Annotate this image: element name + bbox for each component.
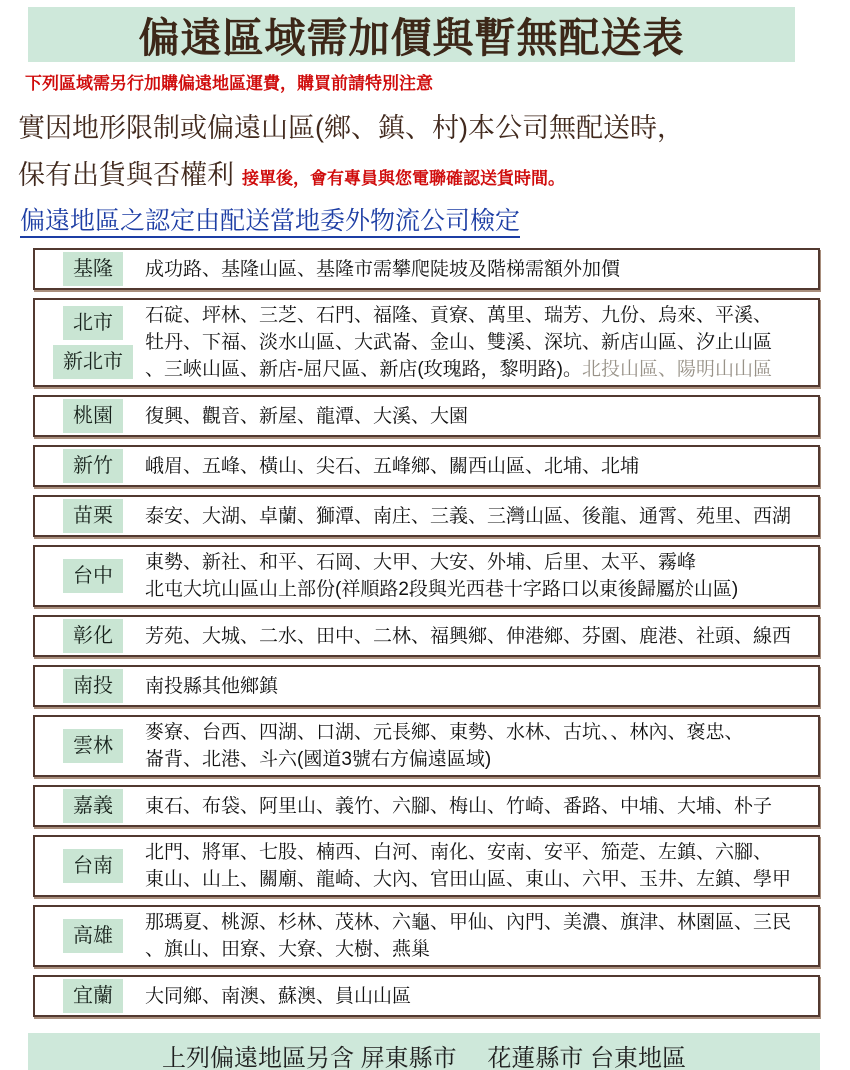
area-line [145, 549, 810, 576]
region-label-column [43, 979, 143, 1013]
table-row [33, 715, 820, 777]
region-areas [143, 623, 810, 650]
area-text: 北屯大坑山區山上部份(祥順路2段與光西巷十字路口以東後歸屬於山區) [145, 579, 739, 600]
region-areas [143, 839, 810, 893]
area-line [145, 576, 810, 603]
region-label: 彰化 [63, 619, 123, 653]
region-label: 高雄 [63, 919, 123, 953]
table-row [33, 835, 820, 897]
area-text: 、旗山、田寮、大寮、大樹、燕巢 [145, 939, 431, 960]
table-row [33, 545, 820, 607]
area-line [145, 673, 810, 700]
area-text-muted: 北投山區、陽明山山區 [581, 359, 772, 380]
region-areas [143, 503, 810, 530]
area-text: 泰安、大湖、卓蘭、獅潭、南庄、三義、三灣山區、後龍、通霄、苑里、西湖 [145, 505, 792, 527]
region-label-column [43, 669, 143, 703]
area-text: 崙背、北港、斗六(國道3號右方偏遠區域) [145, 749, 492, 770]
region-label: 北市 [63, 306, 123, 340]
table-row [33, 298, 820, 387]
table-row [33, 785, 820, 827]
region-areas [143, 302, 810, 383]
region-areas [143, 909, 810, 963]
region-label-column [43, 849, 143, 883]
region-label-column [43, 559, 143, 593]
area-line [145, 503, 810, 530]
area-text: 東山、山上、關廟、龍崎、大內、官田山區、東山、六甲、玉井、左鎮、學甲 [145, 869, 792, 890]
region-label-column [43, 619, 143, 653]
notice-line-2 [18, 153, 850, 192]
area-line [145, 623, 810, 650]
area-line [145, 356, 810, 383]
table-row [33, 975, 820, 1017]
table-row [33, 445, 820, 487]
notice-line-1: 實因地形限制或偏遠山區(鄉、鎮、村)本公司無配送時， [18, 113, 684, 143]
region-label-column [43, 499, 143, 533]
region-label: 新竹 [63, 449, 123, 483]
area-line [145, 403, 810, 430]
region-label: 桃園 [63, 399, 123, 433]
region-areas [143, 403, 810, 430]
table-row [33, 615, 820, 657]
region-areas [143, 673, 810, 700]
area-text: 復興、觀音、新屋、龍潭、大溪、大園 [145, 405, 469, 427]
area-line [145, 746, 810, 773]
area-text: 牡丹、下福、淡水山區、大武崙、金山、雙溪、深坑、新店山區、汐止山區 [145, 332, 773, 353]
area-text: 東石、布袋、阿里山、義竹、六腳、梅山、竹崎、番路、中埔、大埔、朴子 [145, 795, 773, 817]
area-line [145, 453, 810, 480]
notice-line-3 [20, 201, 850, 237]
area-line [145, 302, 810, 329]
area-line [145, 936, 810, 963]
page-title-band [28, 7, 795, 62]
area-line [145, 983, 810, 1010]
page-title: 偏遠區域需加價與暫無配送表 [138, 15, 685, 61]
area-line [145, 839, 810, 866]
region-label-column [43, 399, 143, 433]
region-label-column [43, 919, 143, 953]
area-text: 芳苑、大城、二水、田中、二林、福興鄉、伸港鄉、芬園、鹿港、社頭、線西 [145, 625, 792, 647]
region-label-column [43, 449, 143, 483]
area-text: 南投縣其他鄉鎮 [145, 675, 279, 697]
region-label: 宜蘭 [63, 979, 123, 1013]
area-text: 成功路、基隆山區、基隆市需攀爬陡坡及階梯需額外加價 [145, 258, 621, 280]
region-areas [143, 983, 810, 1010]
area-line [145, 793, 810, 820]
area-text: 峨眉、五峰、橫山、尖石、五峰鄉、關西山區、北埔、北埔 [145, 455, 640, 477]
region-label: 南投 [63, 669, 123, 703]
area-text: 大同鄉、南澳、蘇澳、員山山區 [145, 985, 412, 1007]
area-text: 石碇、坪林、三芝、石門、福隆、貢寮、萬里、瑞芳、九份、烏來、平溪、 [145, 305, 773, 326]
remote-area-surcharge-page [0, 7, 850, 1070]
region-areas [143, 453, 810, 480]
region-table [33, 248, 820, 1017]
notice-line-2-red: 接單後，會有專員與您電聯確認送貨時間。 [242, 169, 565, 188]
region-label: 新北市 [53, 345, 133, 379]
table-row [33, 665, 820, 707]
region-label: 基隆 [63, 252, 123, 286]
region-label: 苗栗 [63, 499, 123, 533]
region-label-column [43, 306, 143, 379]
region-label: 台南 [63, 849, 123, 883]
region-areas [143, 793, 810, 820]
area-line [145, 719, 810, 746]
region-areas [143, 719, 810, 773]
area-text: 東勢、新社、和平、石岡、大甲、大安、外埔、后里、太平、霧峰 [145, 552, 697, 573]
region-label: 嘉義 [63, 789, 123, 823]
area-line [145, 909, 810, 936]
region-areas [143, 256, 810, 283]
area-text: 北門、將軍、七股、楠西、白河、南化、安南、安平、笳萣、左鎮、六腳、 [145, 842, 773, 863]
area-line [145, 256, 810, 283]
region-label-column [43, 252, 143, 286]
table-row [33, 395, 820, 437]
region-label: 台中 [63, 559, 123, 593]
notice-line-2-main: 保有出貨與否權利 [18, 160, 234, 190]
region-label-column [43, 729, 143, 763]
area-text: 那瑪夏、桃源、杉林、茂林、六龜、甲仙、內門、美濃、旗津、林園區、三民 [145, 912, 792, 933]
region-label: 雲林 [63, 729, 123, 763]
area-text: 、三峽山區、新店-屈尺區、新店(玫瑰路，黎明路)。 [145, 359, 582, 380]
area-text: 麥寮、台西、四湖、口湖、元長鄉、東勢、水林、古坑、、林內、褒忠、 [145, 722, 744, 743]
footer-band [28, 1033, 820, 1070]
footer-note: 上列偏遠地區另含 屏東縣市 花蓮縣市 台東地區 [161, 1044, 686, 1070]
table-row [33, 905, 820, 967]
table-row [33, 495, 820, 537]
notice-line-3-blue: 偏遠地區之認定由配送當地委外物流公司檢定 [20, 207, 520, 238]
region-areas [143, 549, 810, 603]
warning-subtitle: 下列區域需另行加購偏遠地區運費，購買前請特別注意 [25, 74, 433, 93]
region-label-column [43, 789, 143, 823]
area-line [145, 329, 810, 356]
area-line [145, 866, 810, 893]
table-row [33, 248, 820, 290]
